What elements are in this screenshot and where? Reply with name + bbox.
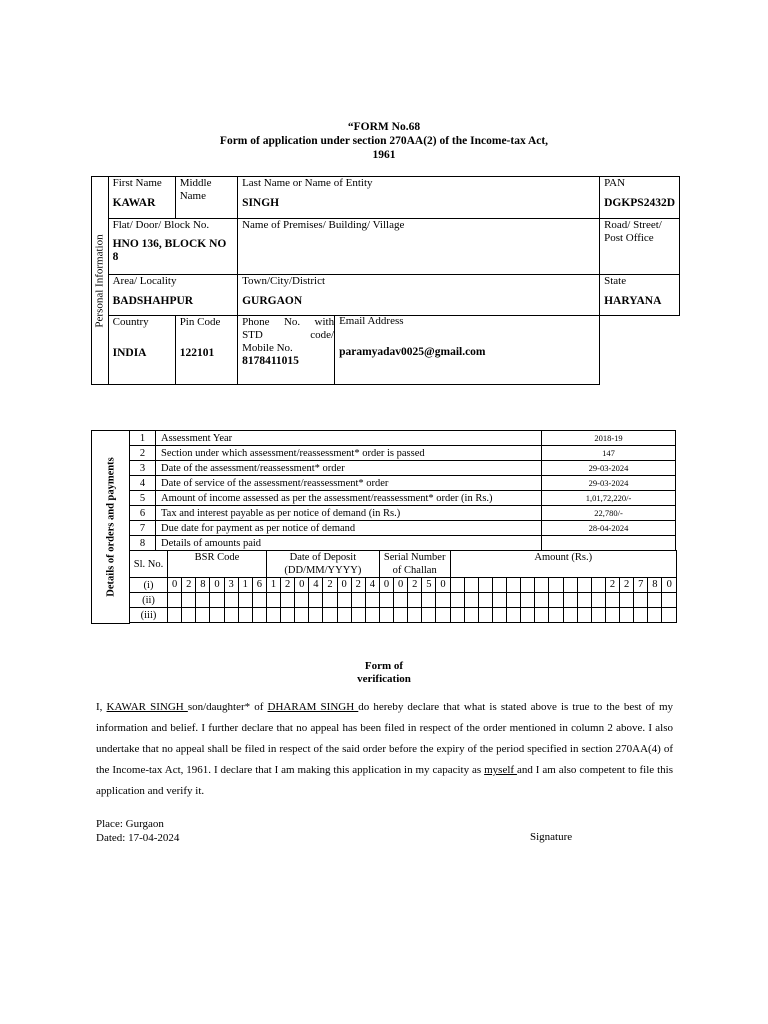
order-row-value: 28-04-2024 bbox=[542, 521, 676, 536]
serial-digit-cell: 0 bbox=[394, 578, 408, 593]
pan-value: DGKPS2432D bbox=[604, 197, 675, 209]
amount-digit-cell bbox=[492, 608, 506, 623]
serial-digit-cell bbox=[394, 593, 408, 608]
bsr-digit-cell bbox=[224, 608, 238, 623]
order-row-description: Date of service of the assessment/reassessment* order bbox=[156, 476, 542, 491]
payment-row-label: (ii) bbox=[130, 593, 168, 608]
serial-digit-cell bbox=[394, 608, 408, 623]
amount-digit-cell bbox=[478, 608, 492, 623]
payment-row bbox=[130, 593, 677, 608]
date-digit-cell: 2 bbox=[281, 578, 295, 593]
dated: Dated: 17-04-2024 bbox=[96, 832, 180, 844]
order-row bbox=[92, 461, 676, 476]
order-row-value: 2018-19 bbox=[542, 431, 676, 446]
order-row-description: Details of amounts paid bbox=[156, 536, 542, 551]
bsr-digit-cell bbox=[238, 608, 252, 623]
premises-cell bbox=[238, 219, 600, 275]
serial-digit-cell: 0 bbox=[379, 578, 393, 593]
verification-title bbox=[0, 660, 768, 686]
amount-digit-cell: 8 bbox=[648, 578, 662, 593]
bsr-digit-cell: 6 bbox=[252, 578, 266, 593]
state-cell bbox=[600, 275, 680, 316]
signature-label: Signature bbox=[530, 831, 573, 843]
date-deposit-header: Date of Deposit (DD/MM/YYYY) bbox=[266, 551, 379, 578]
personal-info-side bbox=[92, 177, 109, 385]
challan-serial-header: Serial Number of Challan bbox=[379, 551, 450, 578]
amount-digit-cell bbox=[591, 578, 605, 593]
order-row-value: 22,780/- bbox=[542, 506, 676, 521]
state-label: State bbox=[604, 275, 627, 287]
amount-digit-cell bbox=[591, 593, 605, 608]
pan-label: PAN bbox=[604, 177, 626, 189]
date-digit-cell bbox=[351, 608, 365, 623]
amount-digit-cell bbox=[634, 593, 648, 608]
amount-digit-cell: 0 bbox=[662, 578, 677, 593]
bsr-digit-cell: 0 bbox=[168, 578, 182, 593]
date-digit-cell bbox=[295, 608, 309, 623]
order-row-value: 1,01,72,220/- bbox=[542, 491, 676, 506]
order-row bbox=[92, 431, 676, 446]
serial-digit-cell bbox=[436, 593, 450, 608]
serial-digit-cell bbox=[379, 608, 393, 623]
amount-digit-cell bbox=[450, 578, 464, 593]
date-digit-cell: 4 bbox=[309, 578, 323, 593]
verification-title-line1: Form of bbox=[364, 660, 404, 672]
amount-digit-cell bbox=[450, 593, 464, 608]
amount-digit-cell bbox=[563, 578, 577, 593]
order-row-value: 147 bbox=[542, 446, 676, 461]
amount-digit-cell: 7 bbox=[634, 578, 648, 593]
order-row-description: Amount of income assessed as per the assessment/reassessment* order (in Rs.) bbox=[156, 491, 542, 506]
amount-digit-cell: 2 bbox=[620, 578, 634, 593]
phone-label: Phone No. with STD code/ bbox=[242, 316, 335, 341]
bsr-digit-cell bbox=[252, 608, 266, 623]
serial-digit-cell bbox=[408, 608, 422, 623]
last-name-label: Last Name or Name of Entity bbox=[242, 177, 373, 189]
date-digit-cell: 2 bbox=[323, 578, 337, 593]
order-row bbox=[92, 491, 676, 506]
date-digit-cell bbox=[365, 608, 379, 623]
order-row bbox=[92, 536, 676, 551]
payment-row bbox=[130, 608, 677, 623]
amount-digit-cell bbox=[549, 593, 563, 608]
date-digit-cell bbox=[351, 593, 365, 608]
bsr-code-header: BSR Code bbox=[168, 551, 267, 578]
serial-digit-cell: 5 bbox=[422, 578, 436, 593]
amount-digit-cell bbox=[620, 608, 634, 623]
form-title-year: 1961 bbox=[372, 149, 396, 161]
amount-digit-cell bbox=[478, 578, 492, 593]
amount-digit-cell bbox=[478, 593, 492, 608]
amount-digit-cell bbox=[464, 608, 478, 623]
pan-cell bbox=[600, 177, 680, 219]
date-digit-cell bbox=[323, 593, 337, 608]
payment-row-label: (i) bbox=[130, 578, 168, 593]
amount-digit-cell bbox=[662, 608, 677, 623]
pin-label: Pin Code bbox=[179, 316, 221, 328]
flat-label: Flat/ Door/ Block No. bbox=[112, 219, 210, 231]
bsr-digit-cell bbox=[196, 608, 210, 623]
order-row-number: 5 bbox=[130, 491, 156, 506]
serial-digit-cell: 0 bbox=[436, 578, 450, 593]
order-row-number: 2 bbox=[130, 446, 156, 461]
amount-digit-cell bbox=[605, 593, 619, 608]
date-digit-cell bbox=[309, 608, 323, 623]
premises-label: Name of Premises/ Building/ Village bbox=[242, 219, 405, 231]
date-digit-cell: 2 bbox=[351, 578, 365, 593]
amount-digit-cell bbox=[620, 593, 634, 608]
form-title: Form of application under section 270AA(2) of the Income-tax Act, bbox=[219, 135, 549, 147]
payment-row bbox=[130, 578, 677, 593]
amount-digit-cell bbox=[535, 578, 549, 593]
road-cell bbox=[600, 219, 680, 275]
amount-digit-cell bbox=[492, 593, 506, 608]
order-row-number: 3 bbox=[130, 461, 156, 476]
para-end: and I am also competent to file this application and verify it. bbox=[96, 764, 673, 797]
para-mid1: son/daughter* of bbox=[187, 701, 268, 713]
bsr-digit-cell bbox=[196, 593, 210, 608]
date-digit-cell: 1 bbox=[266, 578, 280, 593]
amount-digit-cell bbox=[662, 593, 677, 608]
order-row bbox=[92, 476, 676, 491]
amount-digit-cell bbox=[507, 593, 521, 608]
serial-digit-cell bbox=[436, 608, 450, 623]
payments-table bbox=[129, 550, 677, 623]
form-number: “FORM No.68 bbox=[347, 121, 421, 133]
town-value: GURGAON bbox=[242, 295, 303, 307]
first-name-value: KAWAR bbox=[112, 197, 156, 209]
serial-digit-cell: 2 bbox=[408, 578, 422, 593]
bsr-digit-cell bbox=[182, 593, 196, 608]
date-digit-cell: 4 bbox=[365, 578, 379, 593]
pin-value: 122101 bbox=[179, 347, 215, 359]
order-row-value bbox=[542, 536, 676, 551]
order-row-number: 4 bbox=[130, 476, 156, 491]
amount-digit-cell bbox=[563, 593, 577, 608]
amount-digit-cell bbox=[648, 593, 662, 608]
date-digit-cell bbox=[337, 608, 351, 623]
personal-info-label: Personal Information bbox=[93, 233, 106, 328]
para-start: I, bbox=[96, 701, 107, 713]
bsr-digit-cell bbox=[238, 593, 252, 608]
amount-digit-cell bbox=[549, 578, 563, 593]
date-digit-cell bbox=[337, 593, 351, 608]
bsr-digit-cell bbox=[182, 608, 196, 623]
bsr-digit-cell bbox=[252, 593, 266, 608]
date-digit-cell bbox=[281, 608, 295, 623]
amount-digit-cell bbox=[535, 608, 549, 623]
country-label: Country bbox=[112, 316, 149, 328]
payments-cell bbox=[130, 551, 676, 624]
amount-digit-cell bbox=[577, 593, 591, 608]
order-row-description: Assessment Year bbox=[156, 431, 542, 446]
sl-no-header: Sl. No. bbox=[130, 551, 168, 578]
date-digit-cell bbox=[323, 608, 337, 623]
date-digit-cell: 0 bbox=[337, 578, 351, 593]
state-value: HARYANA bbox=[604, 295, 662, 307]
amount-digit-cell bbox=[450, 608, 464, 623]
middle-name-label: Middle Name bbox=[179, 177, 212, 202]
amount-digit-cell bbox=[521, 593, 535, 608]
capacity: myself bbox=[484, 764, 517, 776]
phone-value: 8178411015 bbox=[242, 355, 299, 367]
order-row-number: 8 bbox=[130, 536, 156, 551]
date-digit-cell: 0 bbox=[295, 578, 309, 593]
area-value: BADSHAHPUR bbox=[112, 295, 194, 307]
flat-cell bbox=[108, 219, 237, 275]
bsr-digit-cell: 1 bbox=[238, 578, 252, 593]
personal-info-table bbox=[91, 176, 680, 385]
date-digit-cell bbox=[309, 593, 323, 608]
email-label: Email Address bbox=[339, 315, 404, 327]
pin-cell bbox=[175, 316, 237, 385]
order-row-number: 7 bbox=[130, 521, 156, 536]
town-label: Town/City/District bbox=[242, 275, 326, 287]
mobile-label: Mobile No. bbox=[242, 342, 293, 354]
country-value: INDIA bbox=[112, 347, 147, 359]
para-mid2: do hereby declare that what is stated above is true to the best of my information and belief. I further declare that no appeal has been filed in respect of the order mentioned in column 2 above. I also undertake that no appeal shall be filed in respect of the said order before the expiry of the period specified in section 270AA(4) of the Income-tax Act, 1961. I declare that I am making this application in my capacity as bbox=[96, 701, 674, 776]
amount-digit-cell bbox=[577, 608, 591, 623]
amount-digit-cell bbox=[605, 608, 619, 623]
verification-title-line2: verification bbox=[357, 673, 411, 685]
last-name-cell bbox=[238, 177, 600, 219]
first-name-cell bbox=[108, 177, 175, 219]
serial-digit-cell bbox=[408, 593, 422, 608]
amount-digit-cell bbox=[507, 608, 521, 623]
payment-row-label: (iii) bbox=[130, 608, 168, 623]
amount-digit-cell bbox=[492, 578, 506, 593]
declarant-name: KAWAR SINGH bbox=[106, 701, 188, 713]
bsr-digit-cell: 0 bbox=[210, 578, 224, 593]
orders-table bbox=[91, 430, 676, 624]
bsr-digit-cell bbox=[168, 608, 182, 623]
order-row-value: 29-03-2024 bbox=[542, 476, 676, 491]
bsr-digit-cell bbox=[224, 593, 238, 608]
amount-digit-cell bbox=[535, 593, 549, 608]
bsr-digit-cell bbox=[168, 593, 182, 608]
road-label: Road/ Street/ Post Office bbox=[604, 219, 662, 244]
middle-name-cell bbox=[175, 177, 237, 219]
date-digit-cell bbox=[266, 608, 280, 623]
date-digit-cell bbox=[365, 593, 379, 608]
bsr-digit-cell: 8 bbox=[196, 578, 210, 593]
order-row-description: Tax and interest payable as per notice of demand (in Rs.) bbox=[156, 506, 542, 521]
amount-digit-cell bbox=[634, 608, 648, 623]
date-digit-cell bbox=[281, 593, 295, 608]
country-cell bbox=[108, 316, 175, 385]
amount-digit-cell bbox=[521, 578, 535, 593]
serial-digit-cell bbox=[422, 608, 436, 623]
amount-digit-cell bbox=[464, 593, 478, 608]
place: Place: Gurgaon bbox=[96, 818, 164, 830]
last-name-value: SINGH bbox=[242, 197, 280, 209]
amount-digit-cell bbox=[563, 608, 577, 623]
order-row bbox=[92, 521, 676, 536]
order-row bbox=[92, 506, 676, 521]
bsr-digit-cell: 2 bbox=[182, 578, 196, 593]
amount-header: Amount (Rs.) bbox=[450, 551, 677, 578]
order-row-number: 6 bbox=[130, 506, 156, 521]
area-label: Area/ Locality bbox=[112, 275, 177, 287]
amount-digit-cell bbox=[549, 608, 563, 623]
serial-digit-cell bbox=[379, 593, 393, 608]
amount-digit-cell: 2 bbox=[605, 578, 619, 593]
town-cell bbox=[238, 275, 600, 316]
serial-digit-cell bbox=[422, 593, 436, 608]
order-row-description: Date of the assessment/reassessment* order bbox=[156, 461, 542, 476]
father-name: DHARAM SINGH bbox=[267, 701, 359, 713]
flat-value: HNO 136, BLOCK NO 8 bbox=[112, 238, 227, 263]
email-value: paramyadav0025@gmail.com bbox=[339, 346, 486, 358]
bsr-digit-cell bbox=[210, 608, 224, 623]
area-cell bbox=[108, 275, 237, 316]
orders-side-label: Details of orders and payments bbox=[105, 457, 116, 597]
order-row-value: 29-03-2024 bbox=[542, 461, 676, 476]
amount-digit-cell bbox=[464, 578, 478, 593]
amount-digit-cell bbox=[591, 608, 605, 623]
order-row-number: 1 bbox=[130, 431, 156, 446]
place-date-block bbox=[96, 817, 179, 845]
date-digit-cell bbox=[295, 593, 309, 608]
amount-digit-cell bbox=[507, 578, 521, 593]
orders-side bbox=[92, 431, 130, 624]
first-name-label: First Name bbox=[112, 177, 162, 189]
phone-cell bbox=[238, 316, 600, 385]
amount-digit-cell bbox=[521, 608, 535, 623]
date-digit-cell bbox=[266, 593, 280, 608]
amount-digit-cell bbox=[648, 608, 662, 623]
bsr-digit-cell bbox=[210, 593, 224, 608]
email-cell bbox=[334, 315, 599, 384]
order-row bbox=[92, 446, 676, 461]
verification-paragraph bbox=[96, 697, 673, 802]
order-row-description: Due date for payment as per notice of demand bbox=[156, 521, 542, 536]
amount-digit-cell bbox=[577, 578, 591, 593]
order-row-description: Section under which assessment/reassessment* order is passed bbox=[156, 446, 542, 461]
bsr-digit-cell: 3 bbox=[224, 578, 238, 593]
